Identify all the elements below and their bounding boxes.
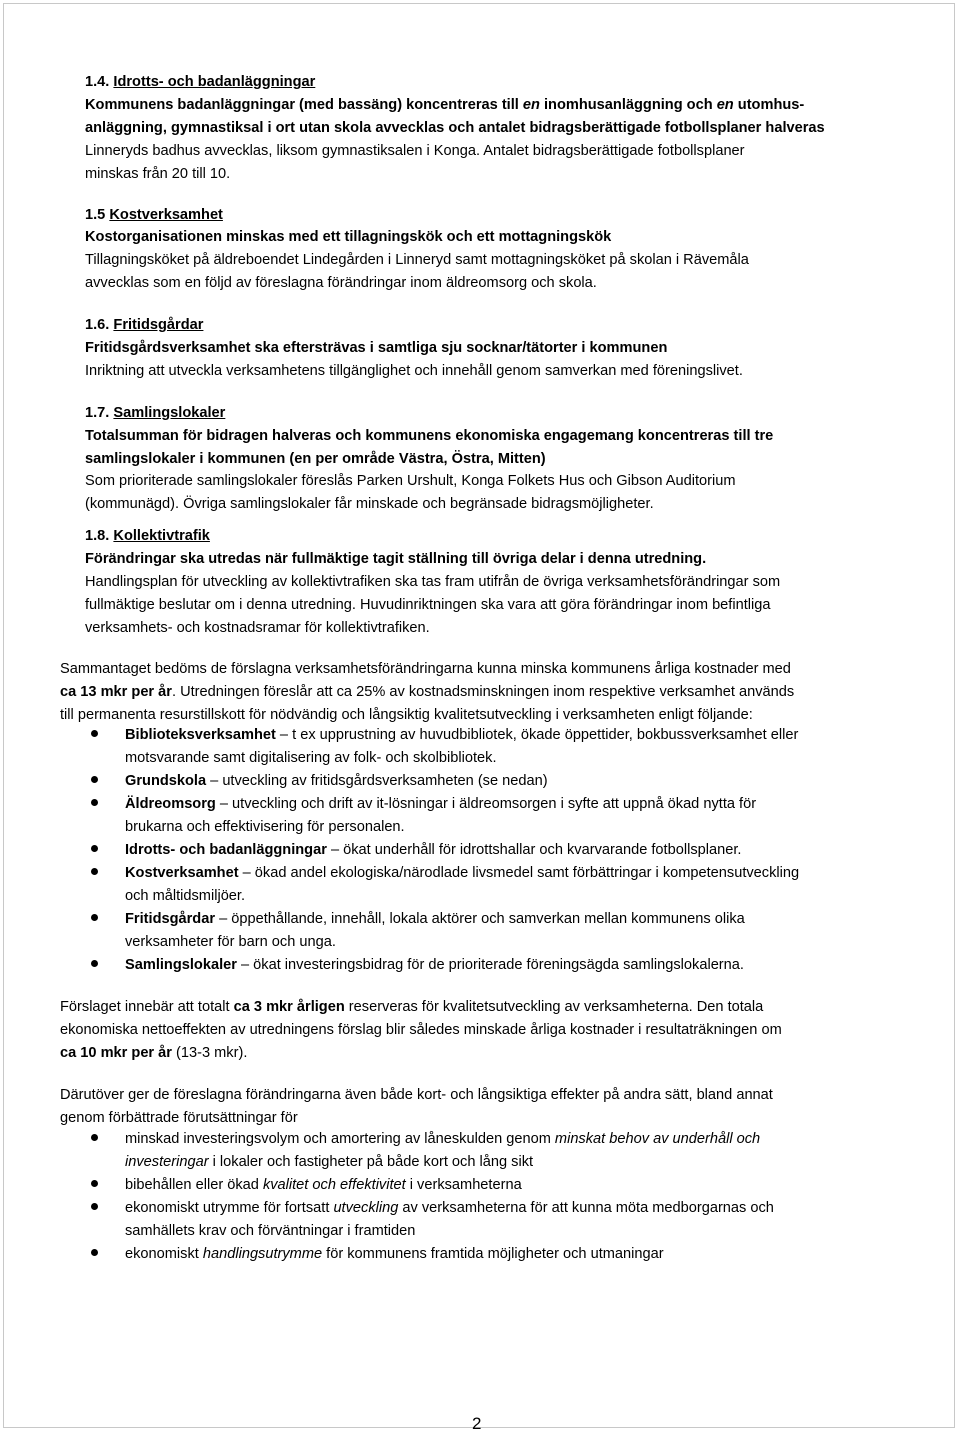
- section-1-7-bold-line-1: Totalsumman för bidragen halveras och kommunens ekonomiska engagemang koncentreras till tre: [85, 428, 774, 444]
- section-heading-1-5: 1.5 Kostverksamhet: [85, 207, 223, 223]
- list-item: Idrotts- och badanläggningar – ökat underhåll för idrottshallar och kvarvarande fotbollsplaner.: [125, 842, 742, 858]
- section-heading-1-4: 1.4. Idrotts- och badanläggningar: [85, 74, 316, 90]
- section-1-4-text-line-2: minskas från 20 till 10.: [85, 166, 231, 182]
- section-1-8-text-line-1: Handlingsplan för utveckling av kollektivtrafiken ska tas fram utifrån de övriga verksamhetsförändringar som: [85, 574, 781, 590]
- proposal-line-2: ekonomiska nettoeffekten av utredningens förslag blir således minskade årliga kostnader i resultaträkningen om: [60, 1022, 782, 1038]
- list-item: minskad investeringsvolym och amortering av låneskulden genom minskat behov av underhåll och: [125, 1131, 761, 1147]
- effects-line-1: Därutöver ger de föreslagna förändringarna även både kort- och långsiktiga effekter på andra sätt, bland annat: [60, 1087, 773, 1103]
- list-item: bibehållen eller ökad kvalitet och effektivitet i verksamheterna: [125, 1177, 522, 1193]
- summary-line-1: Sammantaget bedöms de förslagna verksamhetsförändringarna kunna minska kommunens årliga kostnader med: [60, 661, 791, 677]
- section-1-5-text-line-1: Tillagningsköket på äldreboendet Lindegården i Linneryd samt mottagningsköket på skolan i Rävemåla: [85, 252, 749, 268]
- list-item: ekonomiskt utrymme för fortsatt utveckling av verksamheterna för att kunna möta medborgarnas och: [125, 1200, 774, 1216]
- section-heading-1-6: 1.6. Fritidsgårdar: [85, 317, 204, 333]
- list-item-continuation: investeringar i lokaler och fastigheter på både kort och lång sikt: [125, 1154, 534, 1170]
- list-item-continuation: och måltidsmiljöer.: [125, 888, 246, 904]
- section-1-7-text-line-2: (kommunägd). Övriga samlingslokaler får minskade och begränsade bidragsmöjligheter.: [85, 496, 654, 512]
- bullet-icon: [91, 730, 98, 737]
- bullet-icon: [91, 868, 98, 875]
- bullet-icon: [91, 845, 98, 852]
- section-heading-1-7: 1.7. Samlingslokaler: [85, 405, 226, 421]
- section-1-8-bold-line-1: Förändringar ska utredas när fullmäktige tagit ställning till övriga delar i denna utredning.: [85, 551, 707, 567]
- page-number: 2: [472, 1414, 482, 1433]
- section-1-5-text-line-2: avvecklas som en följd av föreslagna förändringar inom äldreomsorg och skola.: [85, 275, 597, 291]
- bullet-icon: [91, 1203, 98, 1210]
- proposal-line-3: ca 10 mkr per år (13-3 mkr).: [60, 1045, 248, 1061]
- list-item: Äldreomsorg – utveckling och drift av it-lösningar i äldreomsorgen i syfte att uppnå ökad nytta för: [125, 796, 757, 812]
- section-1-8-text-line-2: fullmäktige beslutar om i denna utredning. Huvudinriktningen ska vara att göra förändringar inom befintliga: [85, 597, 771, 613]
- section-1-4-text-line-1: Linneryds badhus avvecklas, liksom gymnastiksalen i Konga. Antalet bidragsberättigade fotbollsplaner: [85, 143, 745, 159]
- summary-line-3: till permanenta resurstillskott för nödvändig och långsiktig kvalitetsutveckling i verksamheten enligt följande:: [60, 707, 753, 723]
- section-1-6-bold-line-1: Fritidsgårdsverksamhet ska eftersträvas i samtliga sju socknar/tätorter i kommunen: [85, 340, 668, 356]
- list-item: Samlingslokaler – ökat investeringsbidrag för de prioriterade föreningsägda samlingslokalerna.: [125, 957, 744, 973]
- section-1-4-bold-line-2: anläggning, gymnastiksal i ort utan skola avvecklas och antalet bidragsberättigade fotbollsplaner halveras: [85, 120, 825, 136]
- effects-line-2: genom förbättrade förutsättningar för: [60, 1110, 298, 1126]
- section-1-4-bold-line-1: Kommunens badanläggningar (med bassäng) koncentreras till en inomhusanläggning och en utomhus-: [85, 97, 805, 113]
- proposal-line-1: Förslaget innebär att totalt ca 3 mkr årligen reserveras för kvalitetsutveckling av verksamheterna. Den totala: [60, 999, 764, 1015]
- list-item-continuation: samhällets krav och förväntningar i framtiden: [125, 1223, 416, 1239]
- section-1-8-text-line-3: verksamhets- och kostnadsramar för kollektivtrafiken.: [85, 620, 430, 636]
- bullet-icon: [91, 1134, 98, 1141]
- section-1-7-text-line-1: Som prioriterade samlingslokaler föreslås Parken Urshult, Konga Folkets Hus och Gibson Auditorium: [85, 473, 736, 489]
- list-item-continuation: motsvarande samt digitalisering av folk- och skolbibliotek.: [125, 750, 497, 766]
- summary-line-2: ca 13 mkr per år. Utredningen föreslår att ca 25% av kostnadsminskningen inom respektive verksamhet används: [60, 684, 795, 700]
- bullet-icon: [91, 960, 98, 967]
- bullet-icon: [91, 1249, 98, 1256]
- bullet-icon: [91, 914, 98, 921]
- list-item-continuation: brukarna och effektivisering för personalen.: [125, 819, 405, 835]
- list-item-continuation: verksamheter för barn och unga.: [125, 934, 336, 950]
- bullet-icon: [91, 1180, 98, 1187]
- section-heading-1-8: 1.8. Kollektivtrafik: [85, 528, 210, 544]
- list-item: Biblioteksverksamhet – t ex upprustning av huvudbibliotek, ökade öppettider, bokbussverksamhet eller: [125, 727, 799, 743]
- list-item: ekonomiskt handlingsutrymme för kommunens framtida möjligheter och utmaningar: [125, 1246, 664, 1262]
- section-1-5-bold-line-1: Kostorganisationen minskas med ett tillagningskök och ett mottagningskök: [85, 229, 612, 245]
- list-item: Grundskola – utveckling av fritidsgårdsverksamheten (se nedan): [125, 773, 548, 789]
- list-item: Fritidsgårdar – öppethållande, innehåll, lokala aktörer och samverkan mellan kommunens olika: [125, 911, 745, 927]
- list-item: Kostverksamhet – ökad andel ekologiska/närodlade livsmedel samt förbättringar i kompetensutveckling: [125, 865, 800, 881]
- bullet-icon: [91, 776, 98, 783]
- section-1-6-text-line-1: Inriktning att utveckla verksamhetens tillgänglighet och innehåll genom samverkan med föreningslivet.: [85, 363, 743, 379]
- section-1-7-bold-line-2: samlingslokaler i kommunen (en per område Västra, Östra, Mitten): [85, 451, 546, 467]
- bullet-icon: [91, 799, 98, 806]
